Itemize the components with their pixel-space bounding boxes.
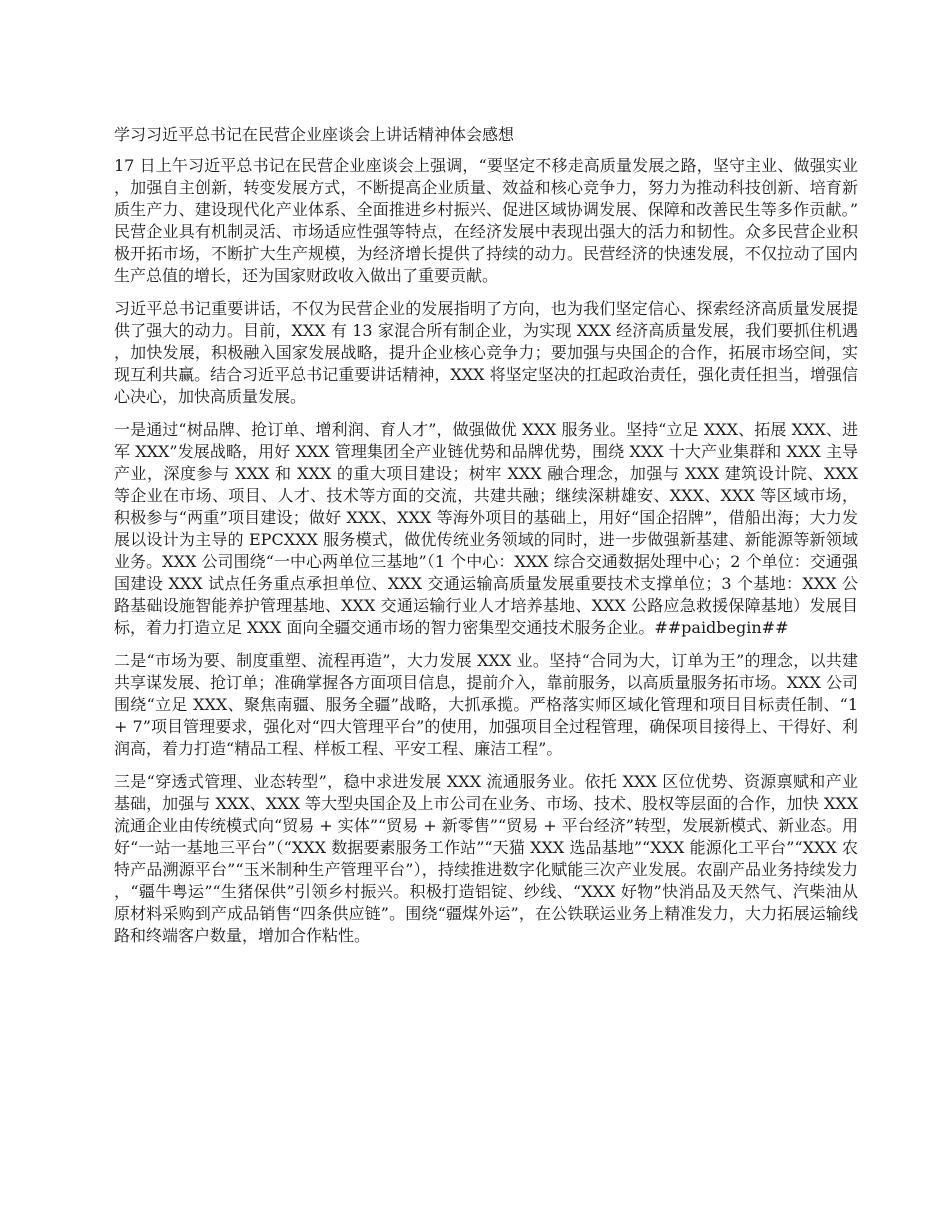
paragraph-1: 17 日上午习近平总书记在民营企业座谈会上强调，“要坚定不移走高质量发展之路，坚守主业、做强实业，加强自主创新，转变发展方式，不断提高企业质量、效益和核心竞争力，努力为推动科技创新、培育新质生产力、建设现代化产业体系、全面推进乡村振兴、促进区域协调发展、保障和改善民生等多作贡献。”民营企业具有机制灵活、市场适应性强等特点，在经济发展中表现出强大的活力和韧性。众多民营企业积极开拓市场，不断扩大生产规模，为经济增长提供了持续的动力。民营经济的快速发展，不仅拉动了国内生产总值的增长，还为国家财政收入做出了重要贡献。: [114, 156, 858, 285]
paragraph-2: 习近平总书记重要讲话，不仅为民营企业的发展指明了方向，也为我们坚定信心、探索经济高质量发展提供了强大的动力。目前，XXX 有 13 家混合所有制企业，为实现 XXX 经济高质量发展，我们要抓住机遇，加快发展，积极融入国家发展战略，提升企业核心竞争力；要加强与央国企的合作，拓展市场空间，实现互利共赢。结合习近平总书记重要讲话精神，XXX 将坚定坚决的扛起政治责任，强化责任担当，增强信心决心，加快高质量发展。: [114, 299, 858, 406]
paragraph-4: 二是“市场为要、制度重塑、流程再造”，大力发展 XXX 业。坚持“合同为大，订单为王”的理念，以共建共享谋发展、抢订单；准确掌握各方面项目信息，提前介入，靠前服务，以高质量服务拓市场。XXX 公司围绕“立足 XXX、聚焦南疆、服务全疆”战略，大抓承揽。严格落实师区域化管理和项目目标责任制、“1 + 7”项目管理要求，强化对“四大管理平台”的使用，加强项目全过程管理，确保项目接得上、干得好、利润高，着力打造“精品工程、样板工程、平安工程、廉洁工程”。: [114, 651, 858, 758]
document-page: [114, 124, 858, 958]
document-title: 学习习近平总书记在民营企业座谈会上讲话精神体会感想: [114, 125, 515, 144]
paragraph-3: 一是通过“树品牌、抢订单、增利润、育人才”，做强做优 XXX 服务业。坚持“立足 XXX、拓展 XXX、进军 XXX”发展战略，用好 XXX 管理集团全产业链优势和品牌优势，围绕 XXX 十大产业集群和 XXX 主导产业，深度参与 XXX 和 XXX 的重大项目建设；树牢 XXX 融合理念，加强与 XXX 建筑设计院、XXX 等企业在市场、项目、人才、技术等方面的交流，共建共融；继续深耕雄安、XXX、XXX 等区域市场，积极参与“两重”项目建设；做好 XXX、XXX 等海外项目的基础上，用好“国企招牌”，借船出海；大力发展以设计为主导的 EPCXXX 服务模式，做优传统业务领域的同时，进一步做强新基建、新能源等新领域业务。XXX 公司围绕“一中心两单位三基地”（1 个中心：XXX 综合交通数据处理中心；2 个单位：交通强国建设 XXX 试点任务重点承担单位、XXX 交通运输高质量发展重要技术支撑单位；3 个基地：XXX 公路基础设施智能养护管理基地、XXX 交通运输行业人才培养基地、XXX 公路应急救援保障基地）发展目标，着力打造立足 XXX 面向全疆交通市场的智力密集型交通技术服务企业。##paidbegin##: [114, 420, 858, 637]
paragraph-5: 三是“穿透式管理、业态转型”，稳中求进发展 XXX 流通服务业。依托 XXX 区位优势、资源禀赋和产业基础，加强与 XXX、XXX 等大型央国企及上市公司在业务、市场、技术、股权等层面的合作，加快 XXX 流通企业由传统模式向“贸易 + 实体”“贸易 + 新零售”“贸易 + 平台经济”转型，发展新模式、新业态。用好“一站一基地三平台”（“XXX 数据要素服务工作站”“天猫 XXX 选品基地”“XXX 能源化工平台”“XXX 农特产品溯源平台”“玉米制种生产管理平台”），持续推进数字化赋能三次产业发展。农副产品业务持续发力，“疆牛粤运”“生猪保供”引领乡村振兴。积极打造铝锭、纱线、“XXX 好物”快消品及天然气、汽柴油从原材料采购到产成品销售“四条供应链”。围绕“疆煤外运”，在公铁联运业务上精准发力，大力拓展运输线路和终端客户数量，增加合作粘性。: [114, 772, 858, 945]
